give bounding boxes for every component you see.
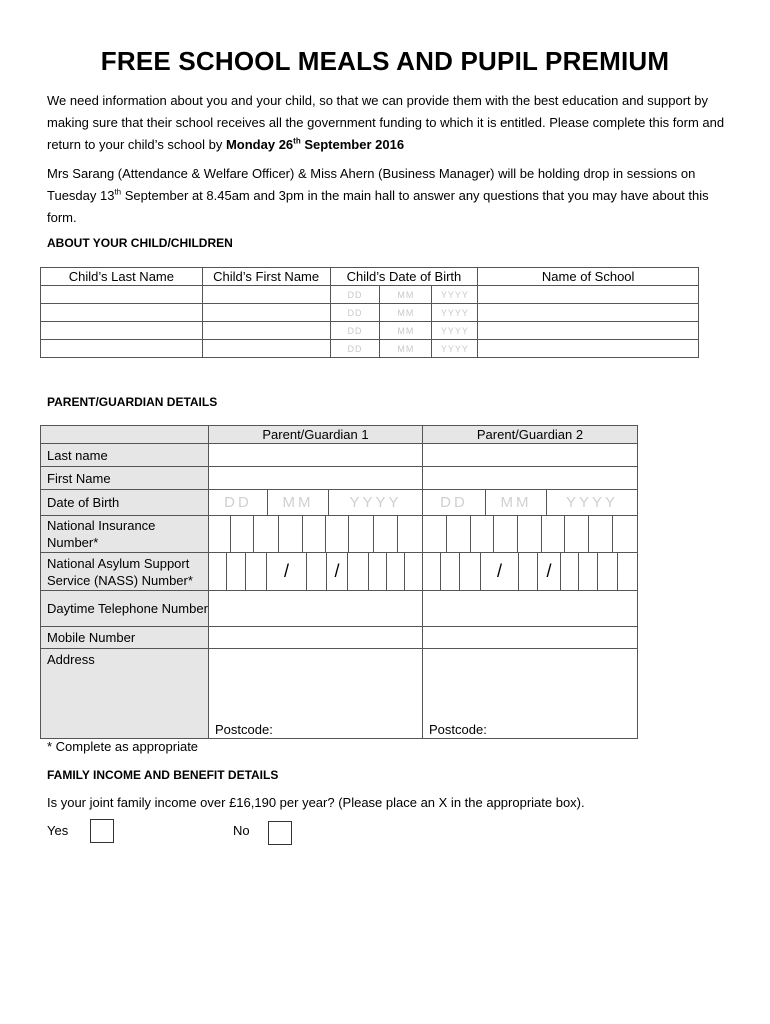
p1-nass-box[interactable] [307, 553, 327, 590]
child-first-name-field[interactable] [202, 322, 330, 340]
p1-nass-box[interactable] [209, 553, 227, 590]
child-dob-month[interactable]: MM [380, 304, 432, 322]
row-label-first-name: First Name [41, 467, 209, 490]
p1-nass-box[interactable] [369, 553, 387, 590]
child-school-field[interactable] [478, 340, 699, 358]
p2-nass-field[interactable] [423, 553, 638, 591]
p2-dob-field[interactable] [423, 490, 638, 516]
p1-ni-box[interactable] [303, 516, 326, 552]
p2-ni-box[interactable] [423, 516, 447, 552]
intro-text: We need information about you and your child, so that we can provide them with the best education and support by making sure that their school receives all the government funding to which it is entitled. Please complete this form and return to your child’s school by [47, 93, 725, 152]
p2-address-field[interactable] [423, 649, 638, 739]
parents-heading: PARENT/GUARDIAN DETAILS [47, 395, 218, 409]
col-school-name: Name of School [478, 268, 699, 286]
p2-ni-box[interactable] [542, 516, 565, 552]
p2-ni-box[interactable] [447, 516, 471, 552]
income-heading: FAMILY INCOME AND BENEFIT DETAILS [47, 768, 279, 782]
p2-first-name-field[interactable] [423, 467, 638, 490]
p1-ni-box[interactable] [349, 516, 374, 552]
p1-ni-box[interactable] [279, 516, 303, 552]
p1-nass-box[interactable] [387, 553, 405, 590]
p1-mobile-field[interactable] [209, 627, 423, 649]
p2-nass-box[interactable] [441, 553, 460, 590]
p2-nass-box[interactable] [579, 553, 598, 590]
p1-ni-box[interactable] [254, 516, 279, 552]
col-parent-2: Parent/Guardian 2 [423, 426, 638, 444]
row-label-phone: Daytime Telephone Number [41, 591, 209, 627]
p2-nass-box[interactable] [519, 553, 538, 590]
col-child-dob: Child’s Date of Birth [330, 268, 478, 286]
child-last-name-field[interactable] [41, 322, 203, 340]
p1-last-name-field[interactable] [209, 444, 423, 467]
p1-nass-box[interactable] [348, 553, 369, 590]
child-first-name-field[interactable] [202, 286, 330, 304]
child-last-name-field[interactable] [41, 340, 203, 358]
row-label-mobile: Mobile Number [41, 627, 209, 649]
p2-ni-box[interactable] [518, 516, 542, 552]
row-label-dob: Date of Birth [41, 490, 209, 516]
p2-nass-box[interactable] [618, 553, 637, 590]
p2-dob-month[interactable]: MM [486, 490, 547, 515]
dropin-paragraph: Mrs Sarang (Attendance & Welfare Officer) & Miss Ahern (Business Manager) will be holding drop in sessions on Tuesday 13th September at 8.45am and 3pm in the main hall to answer any questions that you may have about this form. [47, 166, 709, 225]
p1-nass-field[interactable] [209, 553, 423, 591]
row-label-address: Address [41, 649, 209, 739]
children-heading: ABOUT YOUR CHILD/CHILDREN [47, 236, 233, 250]
children-table [40, 267, 699, 358]
p1-first-name-field[interactable] [209, 467, 423, 490]
child-school-field[interactable] [478, 286, 699, 304]
child-dob-day[interactable]: DD [330, 322, 380, 340]
child-dob-month[interactable]: MM [380, 340, 432, 358]
child-last-name-field[interactable] [41, 304, 203, 322]
p1-dob-day[interactable]: DD [209, 490, 268, 515]
p2-nass-separator: / [481, 553, 519, 590]
p2-ni-box[interactable] [471, 516, 494, 552]
child-row [41, 340, 699, 358]
p2-ni-box[interactable] [494, 516, 518, 552]
deadline-text: Monday 26th September 2016 [225, 136, 405, 152]
p1-ni-box[interactable] [209, 516, 231, 552]
child-school-field[interactable] [478, 304, 699, 322]
p1-nass-box[interactable] [246, 553, 267, 590]
child-row [41, 286, 699, 304]
child-first-name-field[interactable] [202, 304, 330, 322]
p2-nass-box[interactable] [423, 553, 441, 590]
child-dob-day[interactable]: DD [330, 340, 380, 358]
p2-postcode-label: Postcode: [429, 722, 487, 737]
p2-ni-box[interactable] [589, 516, 613, 552]
child-dob-month[interactable]: MM [380, 322, 432, 340]
footnote: * Complete as appropriate [47, 739, 199, 754]
p2-nass-separator: / [538, 553, 561, 590]
p2-phone-field[interactable] [423, 591, 638, 627]
p2-ni-field[interactable] [423, 516, 638, 553]
p2-ni-box[interactable] [613, 516, 636, 552]
col-child-last-name: Child’s Last Name [41, 268, 203, 286]
child-dob-year[interactable]: YYYY [432, 322, 478, 340]
p1-nass-box[interactable] [227, 553, 246, 590]
p2-nass-box[interactable] [561, 553, 579, 590]
p1-postcode-label: Postcode: [215, 722, 273, 737]
p2-nass-box[interactable] [598, 553, 618, 590]
p2-dob-year[interactable]: YYYY [565, 494, 619, 511]
child-dob-year[interactable]: YYYY [432, 304, 478, 322]
child-dob-day[interactable]: DD [330, 304, 380, 322]
p1-dob-month[interactable]: MM [268, 490, 329, 515]
child-first-name-field[interactable] [202, 340, 330, 358]
p1-nass-separator: / [327, 553, 348, 590]
p2-nass-box[interactable] [460, 553, 481, 590]
parents-table [40, 425, 638, 739]
p1-ni-field[interactable] [209, 516, 423, 553]
no-label: No [233, 823, 250, 838]
p1-nass-separator: / [267, 553, 307, 590]
p2-ni-box[interactable] [565, 516, 589, 552]
child-dob-year[interactable]: YYYY [432, 340, 478, 358]
p1-ni-box[interactable] [398, 516, 421, 552]
p1-dob-year[interactable]: YYYY [349, 494, 402, 511]
child-dob-day[interactable]: DD [330, 286, 380, 304]
p2-mobile-field[interactable] [423, 627, 638, 649]
row-label-ni: National Insurance Number* [41, 516, 209, 553]
child-row [41, 322, 699, 340]
p1-ni-box[interactable] [374, 516, 398, 552]
income-question: Is your joint family income over £16,190 per year? (Please place an X in the appropriate box). [47, 795, 585, 810]
child-last-name-field[interactable] [41, 286, 203, 304]
p2-dob-day[interactable]: DD [423, 490, 486, 515]
parents-header-blank [41, 426, 209, 444]
child-dob-year[interactable]: YYYY [432, 286, 478, 304]
col-child-first-name: Child’s First Name [202, 268, 330, 286]
col-parent-1: Parent/Guardian 1 [209, 426, 423, 444]
p1-phone-field[interactable] [209, 591, 423, 627]
intro-paragraph [47, 90, 727, 156]
form-title: FREE SCHOOL MEALS AND PUPIL PREMIUM [100, 46, 670, 76]
p2-last-name-field[interactable] [423, 444, 638, 467]
p1-dob-field[interactable] [209, 490, 423, 516]
child-dob-month[interactable]: MM [380, 286, 432, 304]
no-checkbox[interactable] [268, 821, 292, 845]
row-label-last-name: Last name [41, 444, 209, 467]
row-label-nass: National Asylum Support Service (NASS) Number* [41, 553, 209, 591]
yes-label: Yes [47, 823, 69, 838]
p1-address-field[interactable] [209, 649, 423, 739]
p1-ni-box[interactable] [326, 516, 349, 552]
yes-checkbox[interactable] [90, 819, 114, 843]
p1-ni-box[interactable] [231, 516, 254, 552]
child-row [41, 304, 699, 322]
child-school-field[interactable] [478, 322, 699, 340]
p1-nass-box[interactable] [405, 553, 422, 590]
